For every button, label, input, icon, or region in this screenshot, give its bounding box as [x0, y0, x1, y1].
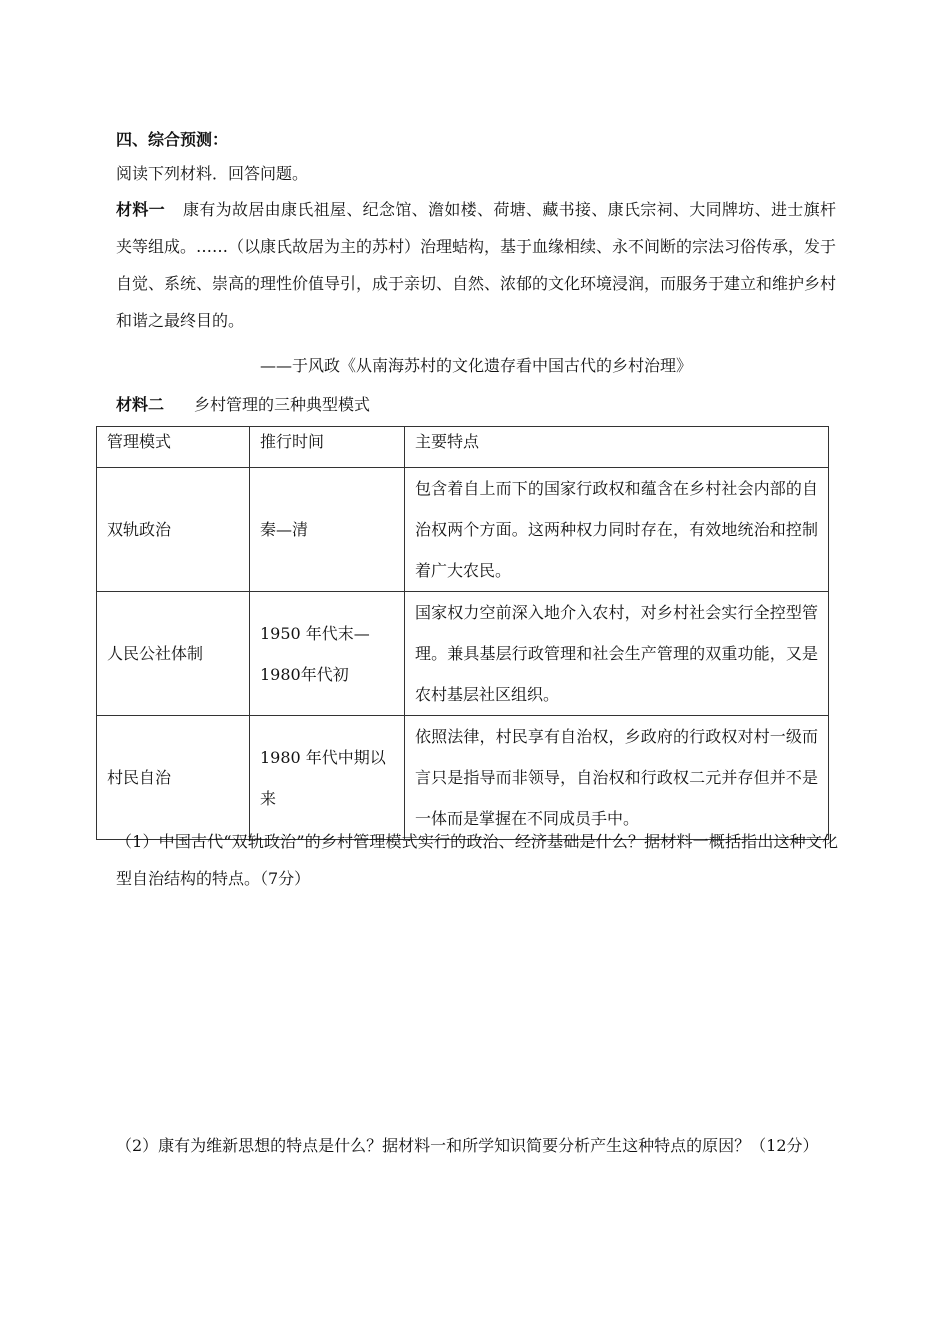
material-two-heading — [116, 395, 370, 415]
cell-time: 秦—清 — [250, 468, 405, 592]
material-two-title: 乡村管理的三种典型模式 — [194, 395, 371, 414]
cell-mode: 村民自治 — [97, 716, 250, 840]
question-two: （2）康有为维新思想的特点是什么？据材料一和所学知识简要分析产生这种特点的原因？（12分） — [116, 1136, 819, 1155]
material-one-source: ——于风政《从南海苏村的文化遗存看中国古代的乡村治理》 — [260, 356, 693, 375]
material-one-text: 康有为故居由康氏祖屋、纪念馆、澹如楼、荷塘、藏书接、康氏宗祠、大同牌坊、进士旗杆夹等组成。……（以康氏故居为主的苏村）治理蛣构，基于血缘相续、永不间断的宗法习俗传承，发于自觉、系统、崇高的理性价值导引，成于亲切、自然、浓郁的文化环境浸润，而服务于建立和维护乡村和谐之最终目的。 — [116, 200, 837, 330]
header-cell-mode: 管理模式 — [97, 427, 250, 468]
management-models-table — [96, 426, 829, 840]
cell-features: 包含着自上而下的国家行政权和蕴含在乡村社会内部的自治权两个方面。这两种权力同时存在，有效地统治和控制着广大农民。 — [405, 468, 829, 592]
section-heading: 四、综合预测： — [116, 130, 229, 149]
table-row — [97, 716, 829, 840]
cell-mode: 双轨政治 — [97, 468, 250, 592]
table-header-row — [97, 427, 829, 468]
material-one-paragraph — [116, 191, 836, 339]
table-row — [97, 468, 829, 592]
header-cell-features: 主要特点 — [405, 427, 829, 468]
cell-mode: 人民公社体制 — [97, 592, 250, 716]
cell-features: 依照法律，村民享有自治权，乡政府的行政权对村一级而言只是指导而非领导，自治权和行政权二元并存但并不是一体而是掌握在不同成员手中。 — [405, 716, 829, 840]
cell-time: 1950 年代末—1980年代初 — [250, 592, 405, 716]
cell-features: 国家权力空前深入地介入农村，对乡村社会实行全控型管理。兼具基层行政管理和社会生产管理的双重功能，又是农村基层社区组织。 — [405, 592, 829, 716]
question-one: （1）中国古代“双轨政治”的乡村管理模式实行的政治、经济基础是什么？据材料一概括指出这种文化型自治结构的特点。（7分） — [116, 832, 838, 888]
reading-instruction: 阅读下列材料．回答问题。 — [116, 164, 309, 183]
header-cell-time: 推行时间 — [250, 427, 405, 468]
table-row — [97, 592, 829, 716]
cell-time: 1980 年代中期以来 — [250, 716, 405, 840]
material-two-label: 材料二 — [116, 395, 165, 414]
material-one-label: 材料一 — [116, 200, 165, 219]
